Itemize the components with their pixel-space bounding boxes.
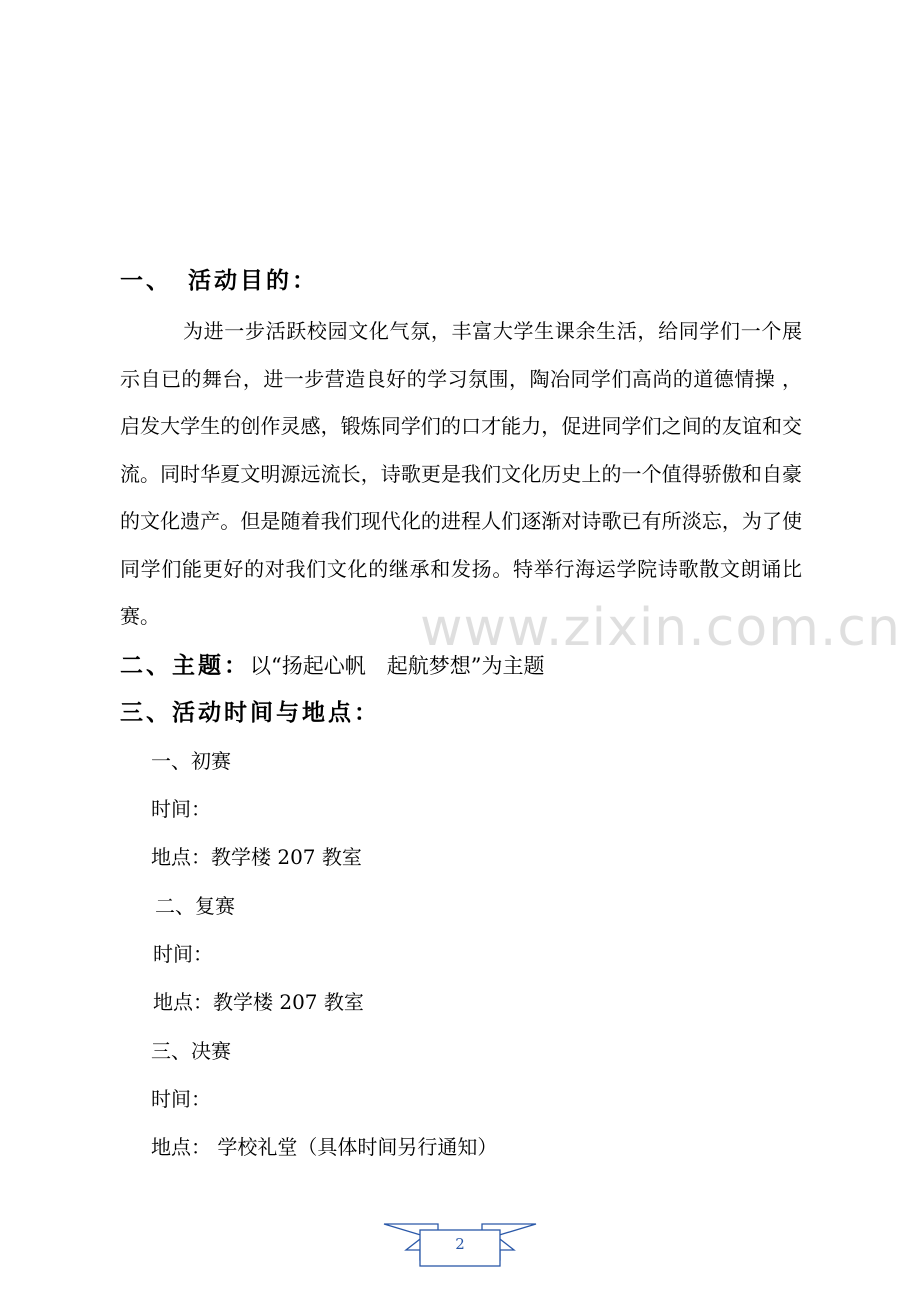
- section-2-heading: [120, 651, 544, 681]
- section-1-heading: [120, 266, 318, 296]
- page-number: 2: [455, 1235, 465, 1253]
- round-2-place: 地点：教学楼 207 教室: [153, 990, 364, 1014]
- round-3-place: 地点： 学校礼堂（具体时间另行通知）: [151, 1135, 498, 1159]
- section-1-title: 活动目的：: [188, 268, 318, 294]
- round-2-title: 二、复赛: [155, 894, 235, 918]
- purpose-paragraph: 为进一步活跃校园文化气氛，丰富大学生课余生活，给同学们一个展示自已的舞台，进一步营造良好的学习氛围，陶冶同学们高尚的道德情操 ，启发大学生的创作灵感，锻炼同学们的口才能力，促进同学们之间的友谊和交流。同时华夏文明源远流长，诗歌更是我们文化历史上的一个值得骄傲和自豪的文化遗产。但是随着我们现代化的进程人们逐渐对诗歌已有所淡忘，为了使同学们能更好的对我们文化的继承和发扬。特举行海运学院诗歌散文朗诵比赛。: [120, 319, 802, 628]
- round-2-time: 时间：: [153, 942, 213, 966]
- section-3-heading: [120, 698, 380, 728]
- round-3-time: 时间：: [151, 1087, 211, 1111]
- round-1-place: 地点：教学楼 207 教室: [151, 845, 362, 869]
- round-3-title: 三、决赛: [151, 1039, 231, 1063]
- round-1-time: 时间：: [151, 797, 211, 821]
- round-1-title: 一、初赛: [151, 749, 231, 773]
- section-2-label: 二、主题：: [120, 653, 250, 679]
- page-footer: [380, 1222, 540, 1270]
- section-3-label: 三、活动时间与地点：: [120, 700, 380, 726]
- section-1-number: 一、: [120, 268, 172, 294]
- watermark: www.zixin.com.cn: [420, 598, 901, 658]
- section-2-theme: 以“扬起心帆 起航梦想”为主题: [250, 654, 545, 678]
